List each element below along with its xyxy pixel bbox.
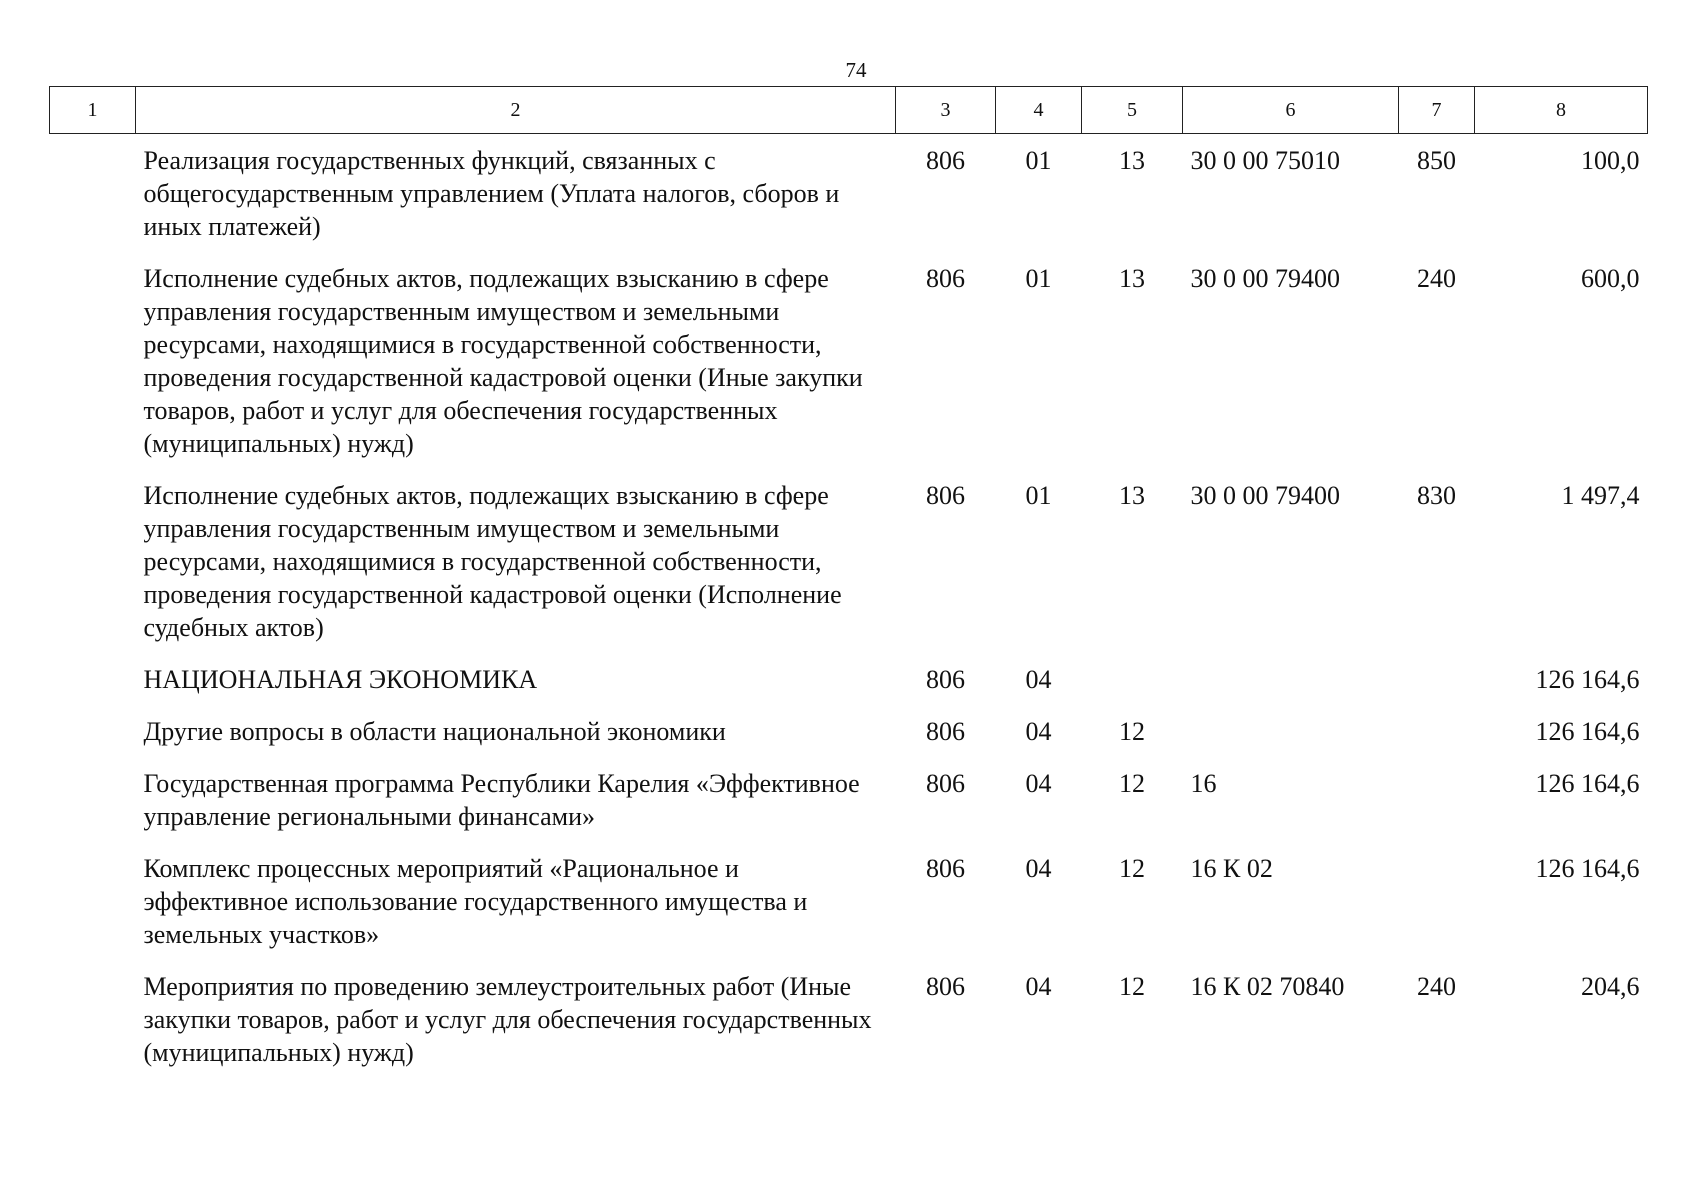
row-ministry-code: 806 bbox=[926, 481, 965, 510]
header-col-2: 2 bbox=[136, 87, 896, 134]
table-row bbox=[50, 843, 1648, 961]
header-col-4: 4 bbox=[996, 87, 1082, 134]
row-target-code: 16 К 02 bbox=[1190, 854, 1273, 883]
row-section-code: 04 bbox=[1025, 665, 1052, 694]
row-amount: 126 164,6 bbox=[1535, 769, 1640, 798]
row-expense-type: 240 bbox=[1417, 972, 1456, 1001]
row-amount: 126 164,6 bbox=[1535, 717, 1640, 746]
row-expense-type: 830 bbox=[1417, 481, 1456, 510]
row-name: Реализация государственных функций, связанных с общегосударственным управлением (Уплата налогов, сборов и иных платежей) bbox=[143, 146, 840, 241]
row-ministry-code: 806 bbox=[926, 665, 965, 694]
row-col-1 bbox=[50, 654, 136, 706]
header-col-7: 7 bbox=[1399, 87, 1475, 134]
header-col-3: 3 bbox=[896, 87, 996, 134]
row-section-code: 04 bbox=[1025, 972, 1052, 1001]
row-subsection-code: 12 bbox=[1119, 769, 1145, 798]
row-amount: 1 497,4 bbox=[1561, 481, 1640, 510]
row-subsection-code: 12 bbox=[1119, 854, 1145, 883]
row-subsection-code: 13 bbox=[1119, 264, 1145, 293]
row-section-code: 04 bbox=[1025, 717, 1052, 746]
row-col-1 bbox=[50, 253, 136, 470]
row-target-code: 16 bbox=[1190, 769, 1217, 798]
row-amount: 126 164,6 bbox=[1535, 854, 1640, 883]
header-col-5: 5 bbox=[1082, 87, 1183, 134]
row-section-code: 04 bbox=[1025, 769, 1052, 798]
row-subsection-code: 13 bbox=[1119, 146, 1145, 175]
row-amount: 100,0 bbox=[1581, 146, 1640, 175]
header-row bbox=[50, 87, 1648, 134]
row-ministry-code: 806 bbox=[926, 264, 965, 293]
row-col-1 bbox=[50, 470, 136, 654]
table-row bbox=[50, 706, 1648, 758]
row-target-code bbox=[1183, 706, 1399, 758]
table-row bbox=[50, 470, 1648, 654]
row-name: Исполнение судебных актов, подлежащих взысканию в сфере управления государственным имуществом и земельными ресурсами, находящимися в государственной собственности, проведения государственной кадастровой оценки (Исполнение судебных актов) bbox=[143, 481, 842, 642]
table-header bbox=[50, 87, 1648, 134]
row-subsection-code: 12 bbox=[1119, 972, 1145, 1001]
row-section-code: 04 bbox=[1025, 854, 1052, 883]
row-ministry-code: 806 bbox=[926, 146, 965, 175]
row-ministry-code: 806 bbox=[926, 717, 965, 746]
row-name: Комплекс процессных мероприятий «Рациональное и эффективное использование государственного имущества и земельных участков» bbox=[143, 854, 808, 949]
row-target-code bbox=[1183, 654, 1399, 706]
row-name: Государственная программа Республики Карелия «Эффективное управление региональными финансами» bbox=[143, 769, 860, 831]
row-target-code: 30 0 00 79400 bbox=[1190, 481, 1340, 510]
row-col-1 bbox=[50, 706, 136, 758]
row-col-1 bbox=[50, 961, 136, 1079]
row-expense-type bbox=[1399, 843, 1475, 961]
row-col-1 bbox=[50, 843, 136, 961]
row-expense-type bbox=[1399, 758, 1475, 843]
page-number: 74 bbox=[845, 58, 867, 82]
row-name: НАЦИОНАЛЬНАЯ ЭКОНОМИКА bbox=[143, 665, 538, 694]
row-target-code: 16 К 02 70840 bbox=[1190, 972, 1345, 1001]
row-expense-type bbox=[1399, 654, 1475, 706]
table-row bbox=[50, 654, 1648, 706]
row-expense-type: 240 bbox=[1417, 264, 1456, 293]
row-expense-type bbox=[1399, 706, 1475, 758]
header-col-6: 6 bbox=[1183, 87, 1399, 134]
table-row bbox=[50, 134, 1648, 254]
header-col-8: 8 bbox=[1475, 87, 1648, 134]
row-col-1 bbox=[50, 134, 136, 254]
row-name: Мероприятия по проведению землеустроительных работ (Иные закупки товаров, работ и услуг для обеспечения государственных (муниципальных) нужд) bbox=[143, 972, 872, 1067]
row-amount: 600,0 bbox=[1581, 264, 1640, 293]
table-row bbox=[50, 961, 1648, 1079]
row-amount: 204,6 bbox=[1581, 972, 1640, 1001]
row-ministry-code: 806 bbox=[926, 972, 965, 1001]
table-row bbox=[50, 758, 1648, 843]
row-subsection-code bbox=[1082, 654, 1183, 706]
row-name: Исполнение судебных актов, подлежащих взысканию в сфере управления государственным имуществом и земельными ресурсами, находящимися в государственной собственности, проведения государственной кадастровой оценки (Иные закупки товаров, работ и услуг для обеспечения государственных (муниципальных) нужд) bbox=[143, 264, 863, 458]
table-body bbox=[50, 134, 1648, 1080]
row-subsection-code: 12 bbox=[1119, 717, 1145, 746]
row-ministry-code: 806 bbox=[926, 769, 965, 798]
row-amount: 126 164,6 bbox=[1535, 665, 1640, 694]
row-target-code: 30 0 00 75010 bbox=[1190, 146, 1340, 175]
row-expense-type: 850 bbox=[1417, 146, 1456, 175]
row-target-code: 30 0 00 79400 bbox=[1190, 264, 1340, 293]
row-section-code: 01 bbox=[1025, 146, 1052, 175]
row-subsection-code: 13 bbox=[1119, 481, 1145, 510]
header-col-1: 1 bbox=[50, 87, 136, 134]
table-row bbox=[50, 253, 1648, 470]
row-section-code: 01 bbox=[1025, 264, 1052, 293]
row-col-1 bbox=[50, 758, 136, 843]
row-section-code: 01 bbox=[1025, 481, 1052, 510]
budget-table bbox=[49, 86, 1648, 1079]
row-ministry-code: 806 bbox=[926, 854, 965, 883]
row-name: Другие вопросы в области национальной экономики bbox=[143, 717, 726, 746]
